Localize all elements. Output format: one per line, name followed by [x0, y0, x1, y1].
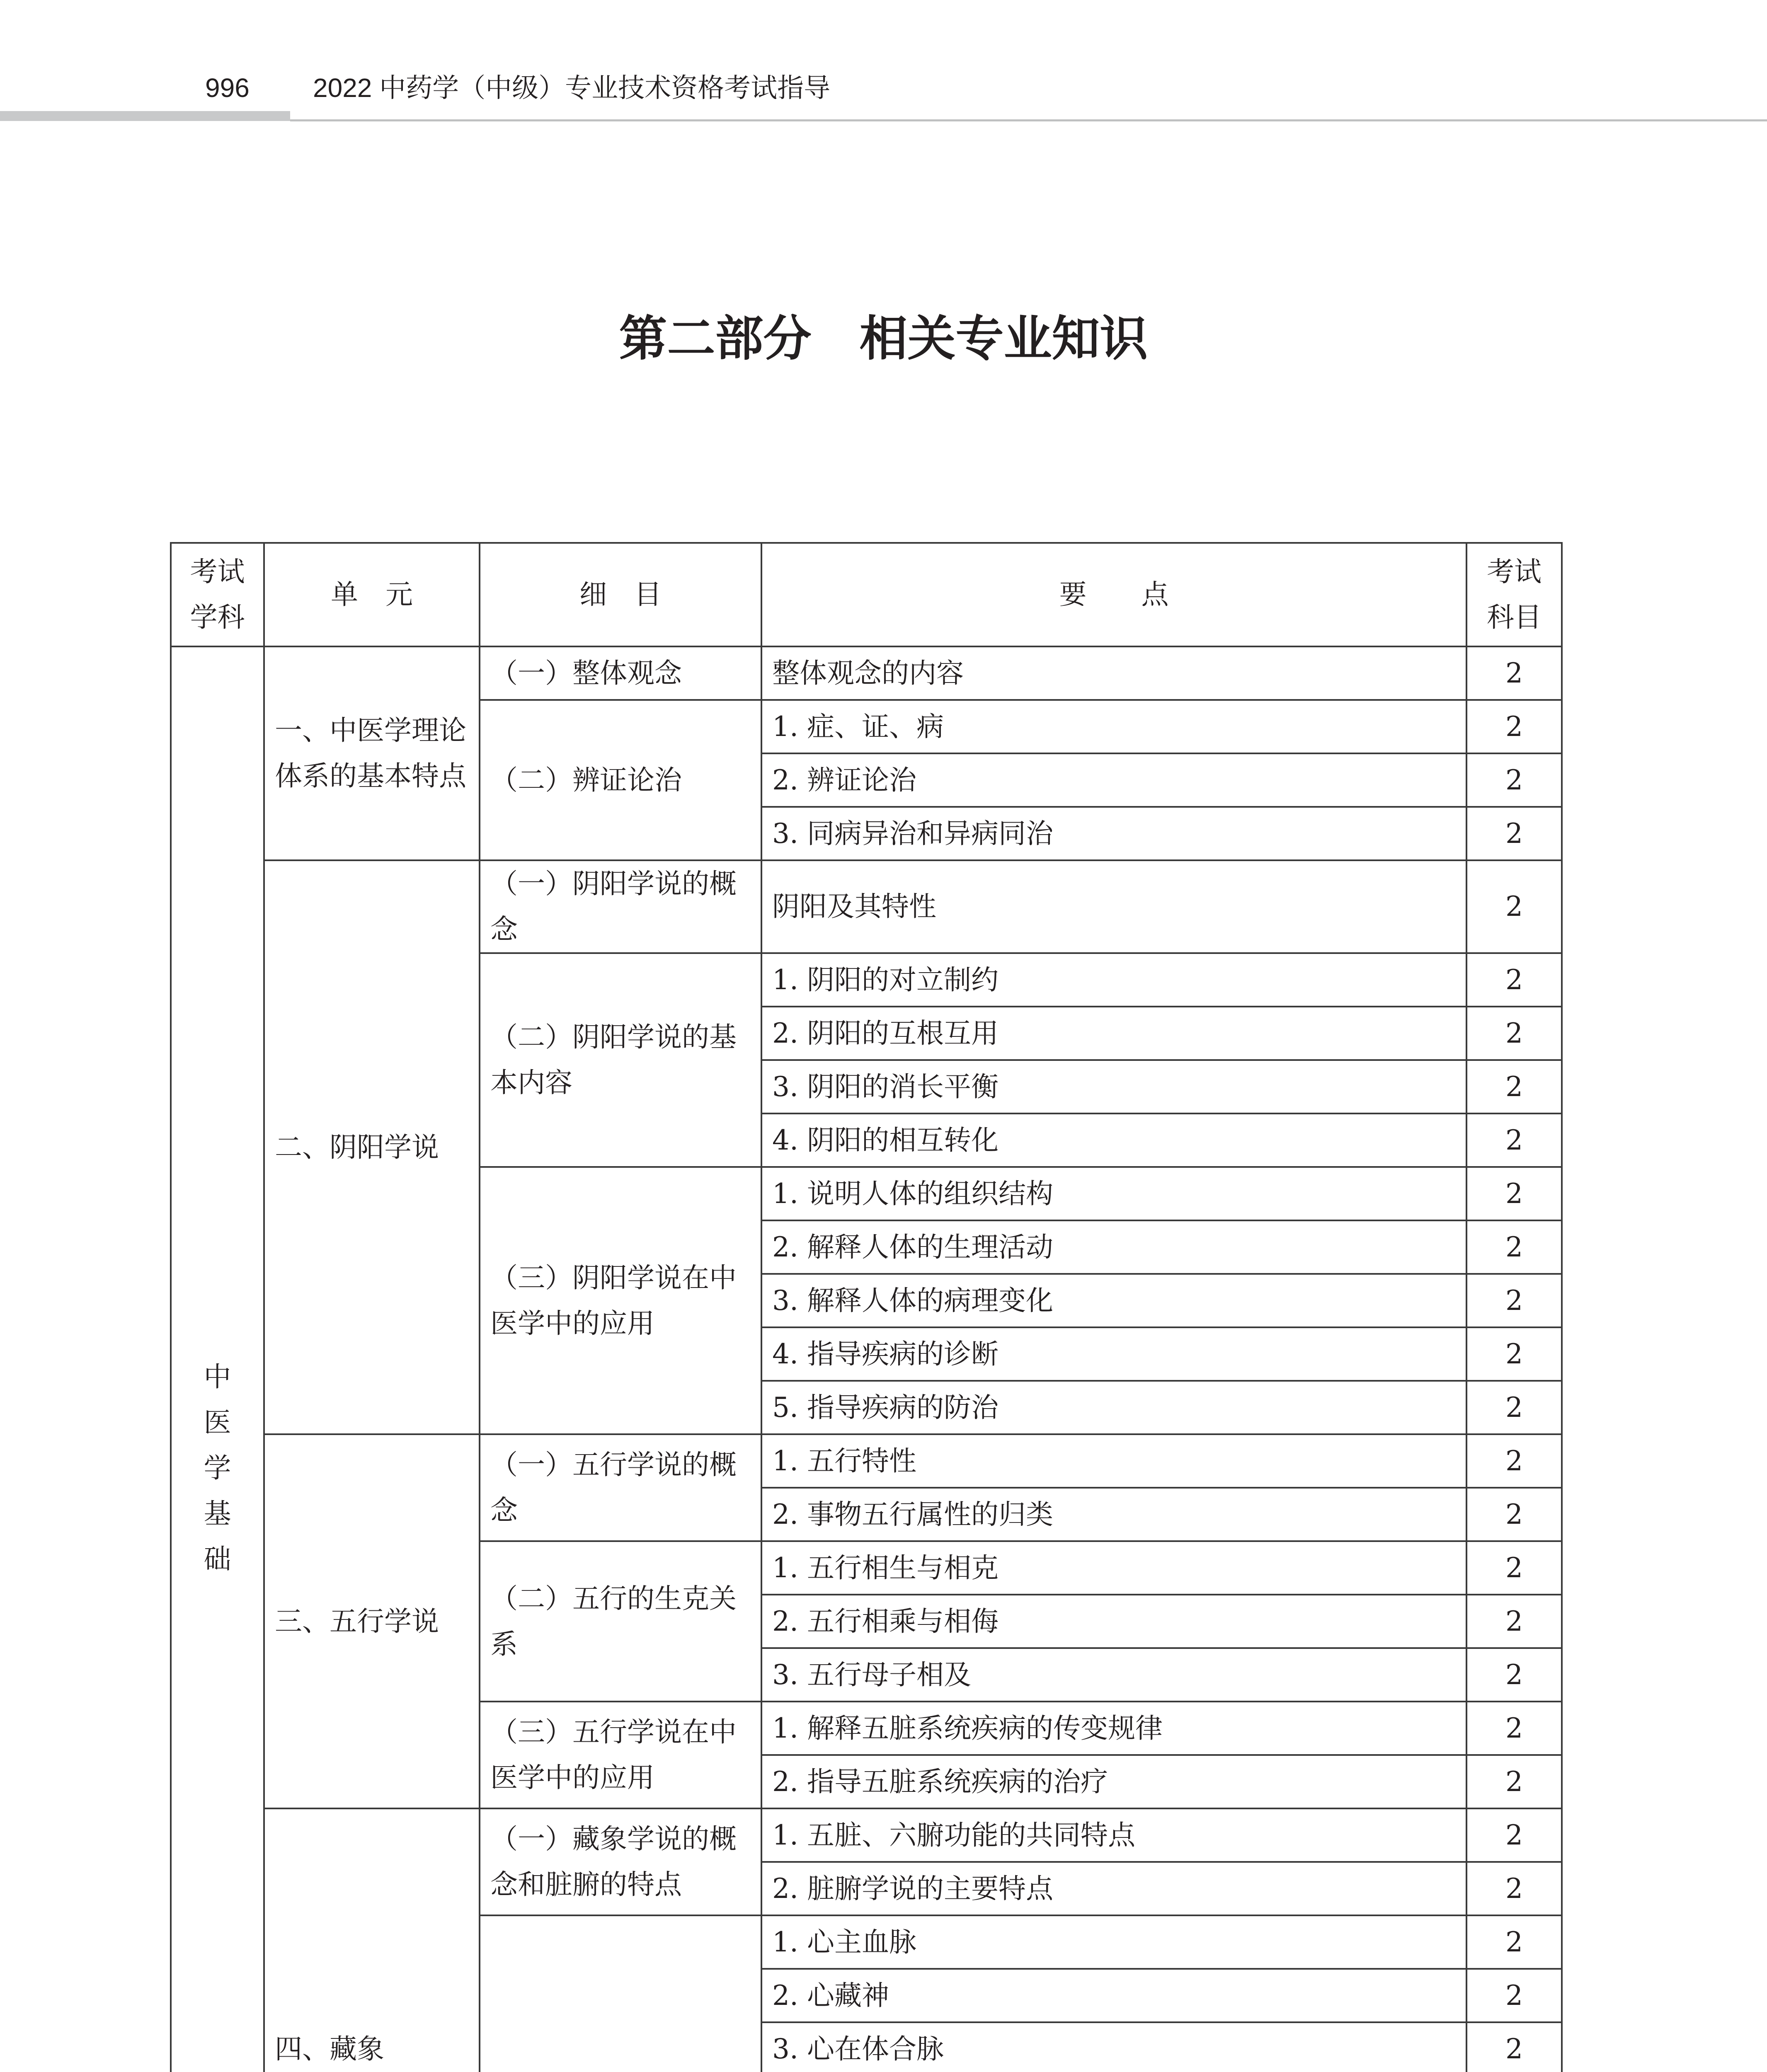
score-cell: 2 — [1466, 1488, 1562, 1541]
score-cell: 2 — [1466, 1915, 1562, 1969]
table-row — [171, 646, 1562, 700]
detail-cell: （二）辨证论治 — [480, 700, 761, 860]
score-cell: 2 — [1466, 1808, 1562, 1862]
detail-cell: （一）阴阳学说的概念 — [480, 860, 761, 953]
unit-cell: 三、五行学说 — [264, 1434, 480, 1808]
table-row — [171, 860, 1562, 953]
score-cell: 2 — [1466, 860, 1562, 953]
score-cell: 2 — [1466, 1434, 1562, 1488]
subject-cell: 中 医 学 基 础 — [171, 646, 264, 2072]
detail-cell: （一）藏象学说的概念和脏腑的特点 — [480, 1808, 761, 1915]
score-cell: 2 — [1466, 1862, 1562, 1915]
score-cell: 2 — [1466, 1167, 1562, 1220]
score-cell: 2 — [1466, 1969, 1562, 2022]
score-cell: 2 — [1466, 953, 1562, 1007]
score-cell: 2 — [1466, 1595, 1562, 1648]
point-cell: 1. 说明人体的组织结构 — [761, 1167, 1466, 1220]
point-cell: 3. 心在体合脉 — [761, 2022, 1466, 2072]
point-cell: 2. 阴阳的互根互用 — [761, 1007, 1466, 1060]
score-cell: 2 — [1466, 646, 1562, 700]
point-cell: 1. 症、证、病 — [761, 700, 1466, 753]
point-cell: 阴阳及其特性 — [761, 860, 1466, 953]
point-cell: 3. 阴阳的消长平衡 — [761, 1060, 1466, 1113]
column-header-points: 要 点 — [761, 543, 1466, 646]
score-cell: 2 — [1466, 1702, 1562, 1755]
column-header-detail: 细 目 — [480, 543, 761, 646]
column-header-exam: 考试 科目 — [1466, 543, 1562, 646]
score-cell: 2 — [1466, 1113, 1562, 1167]
score-cell: 2 — [1466, 1381, 1562, 1434]
table-header-row — [171, 543, 1562, 646]
point-cell: 2. 心藏神 — [761, 1969, 1466, 2022]
point-cell: 1. 解释五脏系统疾病的传变规律 — [761, 1702, 1466, 1755]
part-title: 第二部分 相关专业知识 — [619, 311, 1148, 367]
column-header-subject: 考试 学科 — [171, 543, 264, 646]
unit-cell: 四、藏象 — [264, 1808, 480, 2072]
syllabus-table — [170, 542, 1563, 2072]
score-cell: 2 — [1466, 1541, 1562, 1595]
score-cell: 2 — [1466, 1755, 1562, 1808]
point-cell: 3. 同病异治和异病同治 — [761, 807, 1466, 860]
point-cell: 5. 指导疾病的防治 — [761, 1381, 1466, 1434]
table-body — [171, 646, 1562, 2072]
running-title: 2022 中药学（中级）专业技术资格考试指导 — [313, 73, 831, 103]
detail-cell: （一）整体观念 — [480, 646, 761, 700]
score-cell: 2 — [1466, 1327, 1562, 1381]
point-cell: 4. 指导疾病的诊断 — [761, 1327, 1466, 1381]
point-cell: 1. 五行相生与相克 — [761, 1541, 1466, 1595]
point-cell: 1. 心主血脉 — [761, 1915, 1466, 1969]
score-cell: 2 — [1466, 2022, 1562, 2072]
unit-cell: 二、阴阳学说 — [264, 860, 480, 1434]
detail-cell: （二）阴阳学说的基本内容 — [480, 953, 761, 1167]
unit-cell: 一、中医学理论体系的基本特点 — [264, 646, 480, 860]
detail-cell: （二）五行的生克关系 — [480, 1541, 761, 1702]
score-cell: 2 — [1466, 1274, 1562, 1327]
detail-cell: （三）阴阳学说在中医学中的应用 — [480, 1167, 761, 1434]
point-cell: 3. 解释人体的病理变化 — [761, 1274, 1466, 1327]
score-cell: 2 — [1466, 1060, 1562, 1113]
point-cell: 1. 五行特性 — [761, 1434, 1466, 1488]
score-cell: 2 — [1466, 807, 1562, 860]
score-cell: 2 — [1466, 753, 1562, 807]
point-cell: 整体观念的内容 — [761, 646, 1466, 700]
detail-cell — [480, 1915, 761, 2072]
score-cell: 2 — [1466, 700, 1562, 753]
header-rule-thick — [0, 111, 290, 121]
point-cell: 4. 阴阳的相互转化 — [761, 1113, 1466, 1167]
point-cell: 2. 指导五脏系统疾病的治疗 — [761, 1755, 1466, 1808]
point-cell: 2. 事物五行属性的归类 — [761, 1488, 1466, 1541]
score-cell: 2 — [1466, 1007, 1562, 1060]
point-cell: 2. 辨证论治 — [761, 753, 1466, 807]
point-cell: 1. 阴阳的对立制约 — [761, 953, 1466, 1007]
point-cell: 2. 解释人体的生理活动 — [761, 1220, 1466, 1274]
header-rule-thin — [290, 119, 1767, 121]
point-cell: 3. 五行母子相及 — [761, 1648, 1466, 1702]
point-cell: 2. 五行相乘与相侮 — [761, 1595, 1466, 1648]
table-row — [171, 1434, 1562, 1488]
score-cell: 2 — [1466, 1220, 1562, 1274]
table-row — [171, 1808, 1562, 1862]
page-number: 996 — [205, 73, 250, 103]
point-cell: 2. 脏腑学说的主要特点 — [761, 1862, 1466, 1915]
column-header-unit: 单 元 — [264, 543, 480, 646]
detail-cell: （一）五行学说的概念 — [480, 1434, 761, 1541]
point-cell: 1. 五脏、六腑功能的共同特点 — [761, 1808, 1466, 1862]
score-cell: 2 — [1466, 1648, 1562, 1702]
detail-cell: （三）五行学说在中医学中的应用 — [480, 1702, 761, 1808]
running-header — [0, 0, 1767, 124]
